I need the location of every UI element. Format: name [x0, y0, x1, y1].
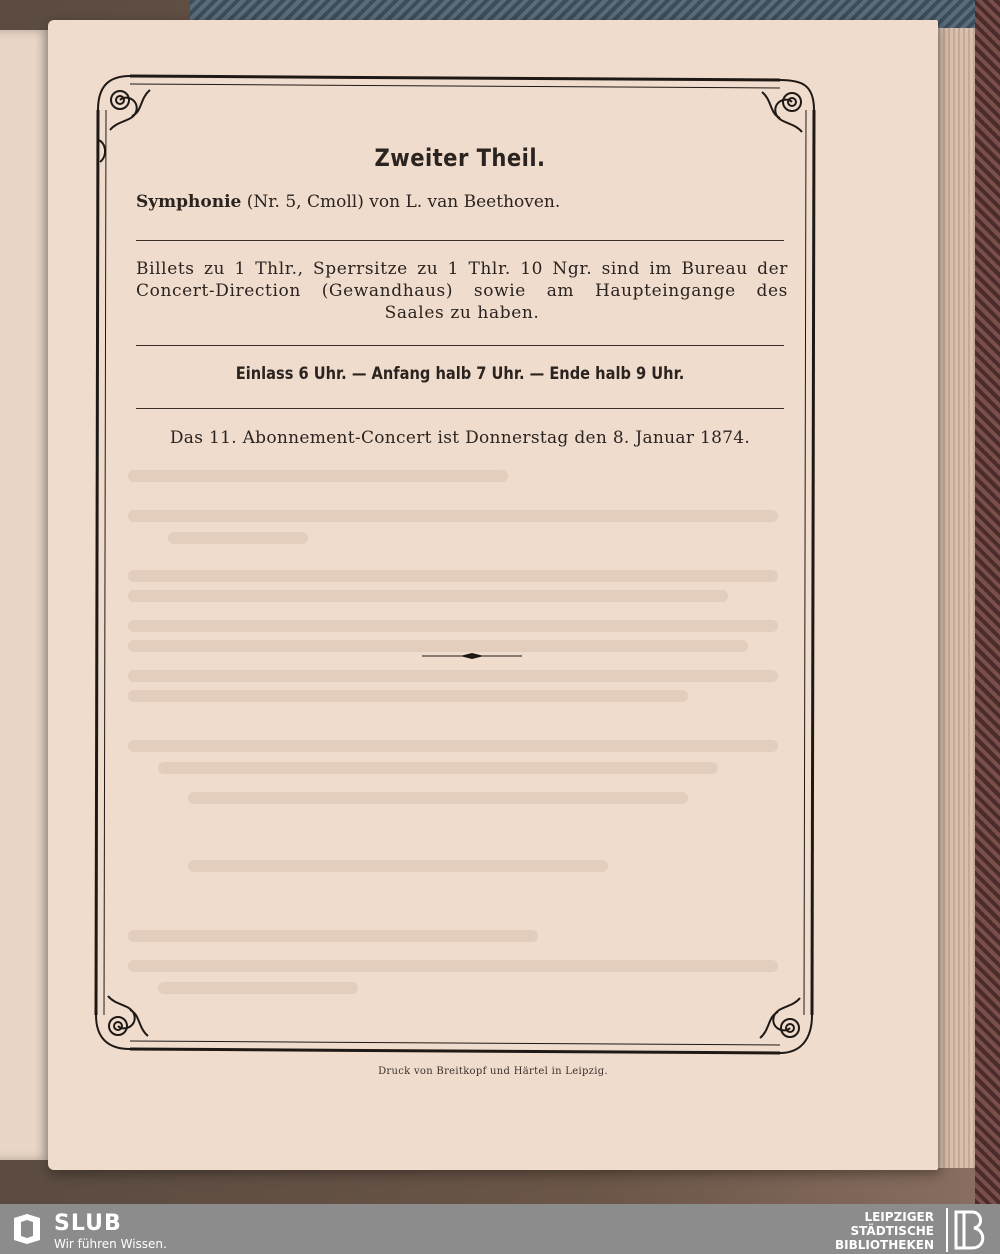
rule-2	[136, 345, 784, 346]
printer-imprint: Druck von Breitkopf und Härtel in Leipzig.	[378, 1066, 608, 1077]
leipziger-bibliotheken-text	[835, 1210, 934, 1252]
next-concert-note: Das 11. Abonnement-Concert ist Donnerstag den 8. Januar 1874.	[169, 428, 751, 448]
lsb-line-3: BIBLIOTHEKEN	[834, 1238, 934, 1252]
slub-name: SLUB	[54, 1211, 122, 1236]
section-heading: Zweiter Theil.	[374, 144, 546, 172]
ornamental-frame	[90, 70, 820, 1055]
rule-1	[136, 240, 784, 241]
admission-times: Einlass 6 Uhr. — Anfang halb 7 Uhr. — Ende halb 9 Uhr.	[235, 364, 685, 384]
slub-logo-icon	[10, 1212, 44, 1246]
leipziger-bibliotheken-logo-icon	[946, 1208, 992, 1252]
book-binding-pattern	[975, 0, 1000, 1204]
divider-ornament	[422, 652, 522, 660]
symphony-title: Symphonie	[136, 192, 242, 212]
lsb-line-2: STÄDTISCHE	[850, 1224, 934, 1238]
ticket-info-line-1: Billets zu 1 Thlr., Sperrsitze zu 1 Thlr. 10 Ngr. sind im Bureau der	[136, 259, 788, 279]
rule-3	[136, 408, 784, 409]
ticket-info	[136, 258, 788, 324]
symphony-line	[136, 192, 560, 212]
ticket-info-line-3: Saales zu haben.	[384, 303, 540, 323]
lsb-line-1: LEIPZIGER	[864, 1210, 934, 1224]
slub-tagline: Wir führen Wissen.	[54, 1237, 167, 1251]
left-page-edge	[0, 30, 52, 1160]
footer-bar	[0, 1204, 1000, 1254]
ticket-info-line-2: Concert-Direction (Gewandhaus) sowie am Haupteingange des	[136, 281, 788, 301]
symphony-detail: (Nr. 5, Cmoll) von L. van Beethoven.	[246, 192, 561, 212]
